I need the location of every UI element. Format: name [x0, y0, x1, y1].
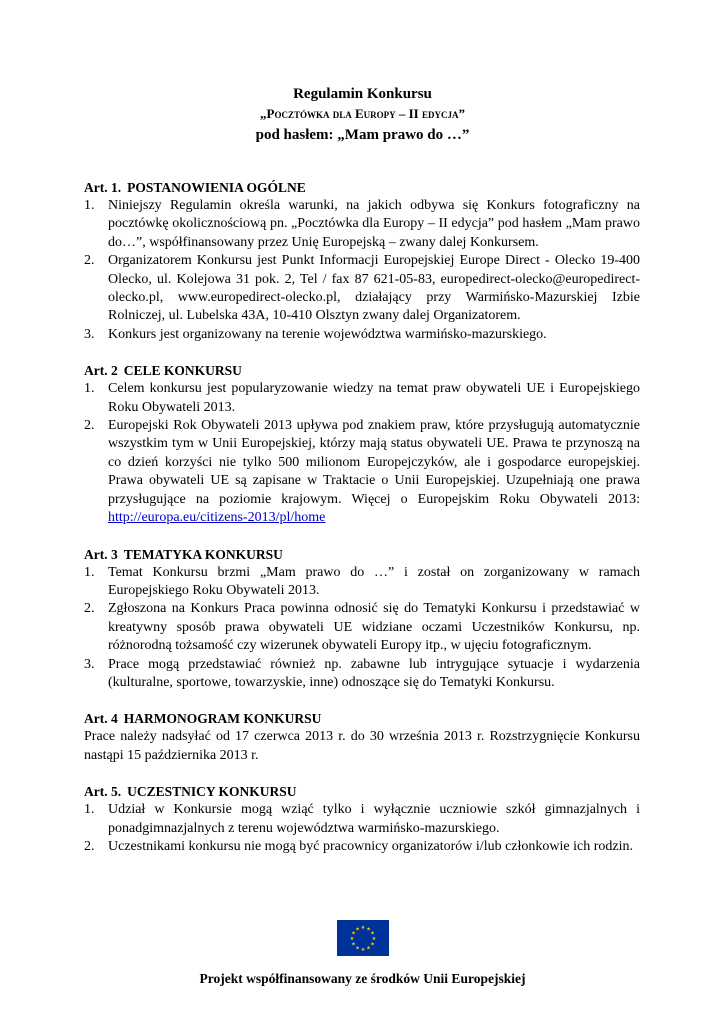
list-item: 2. Europejski Rok Obywateli 2013 upływa pod znakiem praw, które przysługują automatycznie wszystkim tym w Unii Europejskiej, którzy mają status obywateli UE. Prawa te przynoszą na co dzień korzyści nie tylko 500 milionom Europejczyków, ale i gospodarce europejskiej. Prawa obywateli UE są zapisane w Traktacie o Unii Europejskiej. Uzupełniają one prawa przysługujące na poziomie krajowym. Więcej o Europejskim Roku Obywateli 2013: http://europa.eu/citizens-2013/pl/home [84, 418, 640, 526]
article-1 [84, 178, 640, 344]
star-icon: ★ [369, 931, 375, 937]
star-icon: ★ [369, 942, 375, 948]
star-icon: ★ [354, 946, 360, 952]
article-label: Art. 2 [84, 363, 118, 379]
article-text: Prace należy nadsyłać od 17 czerwca 2013 r. do 30 września 2013 r. Rozstrzygnięcie Konkursu nastąpi 15 października 2013 r. [84, 729, 640, 763]
eu-flag-icon [337, 920, 389, 956]
eu-stars [337, 920, 389, 956]
article-title: CELE KONKURSU [123, 363, 242, 379]
article-title: HARMONOGRAM KONKURSU [123, 711, 322, 727]
list-item: 3. Konkurs jest organizowany na terenie województwa warmińsko-mazurskiego. [84, 326, 547, 342]
star-icon: ★ [360, 926, 365, 931]
article-heading [84, 361, 640, 380]
article-4 [84, 709, 640, 765]
star-icon: ★ [371, 937, 376, 942]
document-subtitle: „Pocztówka dla Europy – II edycja” [260, 106, 465, 121]
article-label: Art. 1. [84, 180, 122, 195]
article-list [84, 380, 640, 527]
document-footer [0, 920, 725, 987]
article-heading [84, 782, 640, 801]
article-heading [84, 545, 640, 564]
document-title: Regulamin Konkursu [293, 86, 432, 102]
list-item: 2. Zgłoszona na Konkurs Praca powinna odnosić się do Tematyki Konkursu i przedstawiać w kreatywny sposób prawa obywateli UE widziane oczami Uczestników Konkursu, np. różnorodną tożsamość czy wizerunek obywateli Europy itp., w ujęciu fotograficznym. [84, 601, 640, 654]
star-icon: ★ [365, 927, 371, 933]
list-item: 1. Niniejszy Regulamin określa warunki, na jakich odbywa się Konkurs fotograficzny na pocztówkę okolicznościową pn. „Pocztówka dla Europy – II edycja” pod hasłem „Mam prawo do…”, współfinansowany przez Unię Europejską – zwany dalej Konkursem. [84, 198, 640, 250]
star-icon: ★ [350, 931, 356, 937]
article-3 [84, 545, 640, 693]
list-item: 2. Organizatorem Konkursu jest Punkt Informacji Europejskiej Europe Direct - Olecko 19-400 Olecko, ul. Kolejowa 31 pok. 2, Tel / fax 87 621-05-83, europedirect-olecko@europedirect-olecko.pl, www.europedirect-olecko.pl, działający przy Warmińsko-Mazurskiej Izbie Rolniczej, ul. Lubelska 43A, 10-410 Olsztyn zwany dalej Organizatorem. [84, 253, 640, 324]
article-heading [84, 178, 640, 197]
article-label: Art. 5. [84, 784, 122, 800]
citizens-2013-link[interactable]: http://europa.eu/citizens-2013/pl/home [108, 510, 326, 526]
star-icon: ★ [354, 927, 360, 933]
star-icon: ★ [360, 948, 365, 953]
star-icon: ★ [365, 946, 371, 952]
list-item: 3. Prace mogą przedstawiać również np. zabawne lub intrygujące sytuacje i wydarzenia (kulturalne, sportowe, towarzyskie, inne) odnoszące się do Tematyki Konkursu. [84, 656, 640, 690]
list-item: 2. Uczestnikami konkursu nie mogą być pracownicy organizatorów i/lub członkowie ich rodzin. [84, 838, 633, 854]
list-item: 1. Celem konkursu jest popularyzowanie wiedzy na temat praw obywateli UE i Europejskiego Roku Obywateli 2013. [84, 381, 640, 415]
article-label: Art. 4 [84, 711, 118, 727]
article-title: TEMATYKA KONKURSU [123, 546, 283, 562]
article-heading [84, 709, 640, 728]
list-item: 1. Udział w Konkursie mogą wziąć tylko i wyłącznie uczniowie szkół gimnazjalnych i ponadgimnazjalnych z terenu województwa warmińsko-mazurskiego. [84, 802, 640, 836]
article-title: POSTANOWIENIA OGÓLNE [127, 180, 306, 195]
footer-text: Projekt współfinansowany ze środków Unii Europejskiej [199, 971, 526, 986]
list-item: 1. Temat Konkursu brzmi „Mam prawo do …” i został on zorganizowany w ramach Europejskiego Roku Obywateli 2013. [84, 564, 640, 598]
article-list [84, 197, 640, 344]
document-body [84, 178, 640, 873]
article-list [84, 564, 640, 693]
star-icon: ★ [350, 942, 356, 948]
document-header [0, 84, 725, 146]
article-list [84, 801, 640, 856]
document-motto: pod hasłem: „Mam prawo do …” [255, 127, 470, 143]
star-icon: ★ [349, 937, 354, 942]
article-5 [84, 782, 640, 856]
article-2 [84, 361, 640, 527]
article-label: Art. 3 [84, 546, 118, 562]
article-title: UCZESTNICY KONKURSU [127, 784, 297, 800]
